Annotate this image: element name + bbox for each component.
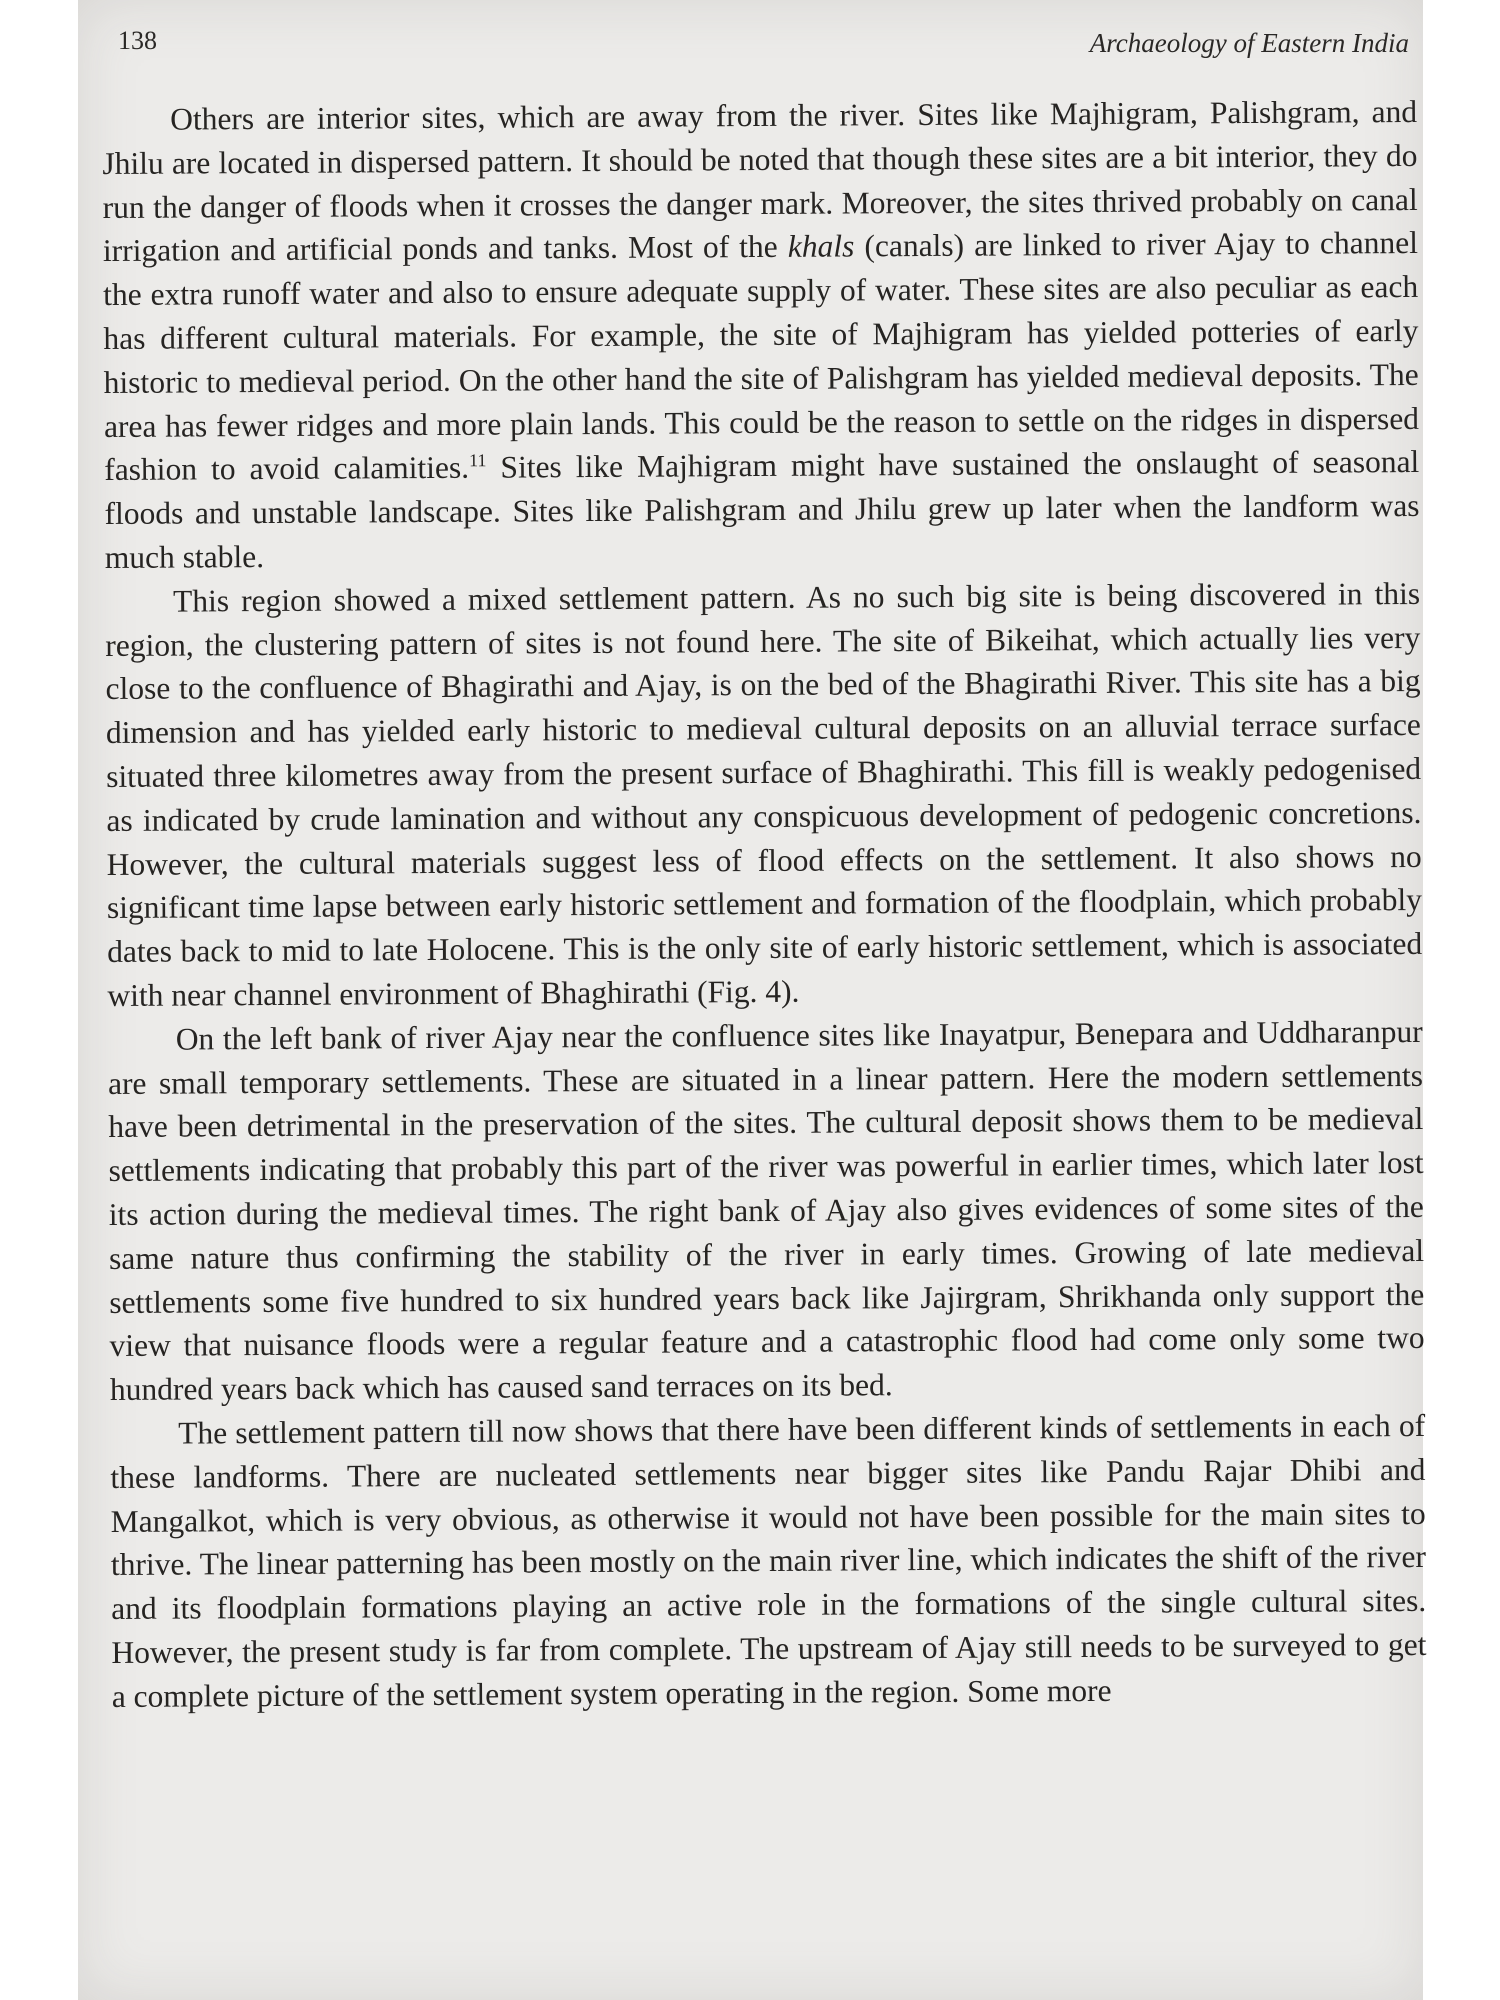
running-title: Archaeology of Eastern India <box>1089 28 1409 58</box>
footnote-marker: 11 <box>469 450 487 471</box>
paragraph-1-part-a: Others are interior sites, which are away from the river. Sites like Majhigram, Palishgram, and Jhilu are located in dispersed pattern. It should be noted that though these sites are a bit interior, they do run the danger of floods when it crosses the danger mark. Moreover, the sites thrived probably on canal irrigation and artificial ponds and tanks. Most of the <box>102 93 1418 269</box>
book-page <box>78 0 1427 2000</box>
paragraph-2: This region showed a mixed settlement pattern. As no such big site is being discovered in this region, the clustering pattern of sites is not found here. The site of Bikeihat, which actually lies very close to the confluence of Bhagirathi and Ajay, is on the bed of the Bhagirathi River. This site has a big dimension and has yielded early historic to medieval cultural deposits on an alluvial terrace surface situated three kilometres away from the present surface of Bhaghirathi. This fill is weakly pedogenised as indicated by crude lamination and without any conspicuous development of pedogenic concretions. However, the cultural materials suggest less of flood effects on the settlement. It also shows no significant time lapse between early historic settlement and formation of the floodplain, which probably dates back to mid to late Holocene. This is the only site of early historic settlement, which is associated with near channel environment of Bhaghirathi (Fig. 4). <box>105 575 1423 1013</box>
page-header <box>118 26 1409 66</box>
paragraph-3: On the left bank of river Ajay near the confluence sites like Inayatpur, Benepara and Uddharanpur are small temporary settlements. These are situated in a linear pattern. Here the modern settlements have been detrimental in the preservation of the sites. The cultural deposit shows them to be medieval settlements indicating that probably this part of the river was powerful in earlier times, which later lost its action during the medieval times. The right bank of Ajay also gives evidences of some sites of the same nature thus confirming the stability of the river in early times. Growing of late medieval settlements some five hundred to six hundred years back like Jajirgram, Shrikhanda only support the view that nuisance floods were a regular feature and a catastrophic flood had come only some two hundred years back which has caused sand terraces on its bed. <box>107 1013 1425 1408</box>
page-number: 138 <box>118 26 157 55</box>
paragraph-1-part-c: Sites like Majhigram might have sustained the onslaught of seasonal floods and unstable landscape. Sites like Palishgram and Jhilu grew up later when the landform was much stable. <box>104 444 1420 575</box>
paragraph-4: The settlement pattern till now shows that there have been different kinds of settlements in each of these landforms. There are nucleated settlements near bigger sites like Pandu Rajar Dhibi and Mangalkot, which is very obvious, as otherwise it would not have been possible for the main sites to thrive. The linear patterning has been mostly on the main river line, which indicates the shift of the river and its floodplain formations playing an active role in the formations of the single cultural sites. However, the present study is far from complete. The upstream of Ajay still needs to be surveyed to get a complete picture of the settlement system operating in the region. Some more <box>110 1407 1427 1714</box>
paragraph-1 <box>102 90 1420 580</box>
body-text <box>102 90 1427 1718</box>
italic-term-khals: khals <box>787 228 855 265</box>
paragraph-1-part-b: (canals) are linked to river Ajay to channel the extra runoff water and also to ensure adequate supply of water. These sites are also peculiar as each has different cultural materials. For example, the site of Majhigram has yielded potteries of early historic to medieval period. On the other hand the site of Palishgram has yielded medieval deposits. The area has fewer ridges and more plain lands. This could be the reason to settle on the ridges in dispersed fashion to avoid calamities. <box>103 225 1420 488</box>
